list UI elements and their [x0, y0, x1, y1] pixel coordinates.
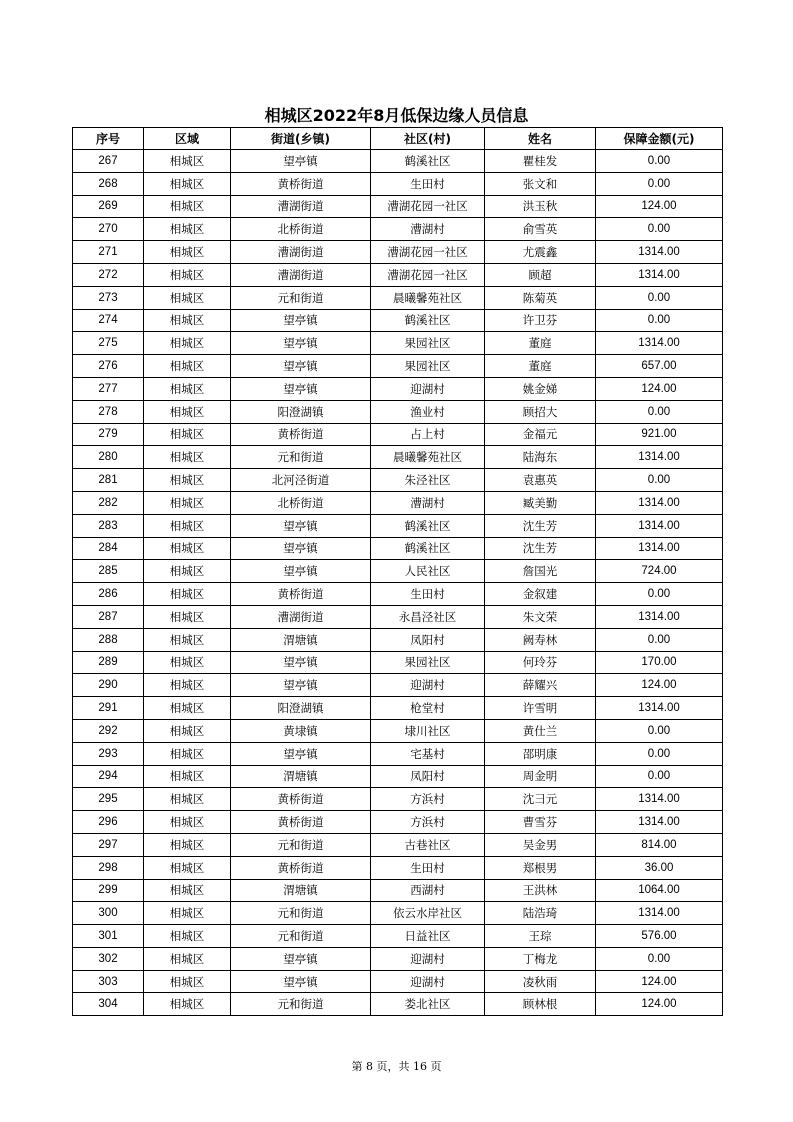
- cell-street: 望亭镇: [231, 651, 371, 674]
- cell-community: 漕湖村: [371, 491, 485, 514]
- cell-district: 相城区: [144, 856, 231, 879]
- cell-index: 276: [73, 355, 144, 378]
- table-row: [73, 218, 723, 241]
- cell-index: 298: [73, 856, 144, 879]
- table-row: [73, 856, 723, 879]
- cell-index: 282: [73, 491, 144, 514]
- cell-district: 相城区: [144, 925, 231, 948]
- header-col-index: 序号: [73, 128, 144, 150]
- cell-name: 陆海东: [485, 446, 596, 469]
- cell-community: 漕湖花园一社区: [371, 241, 485, 264]
- table-row: [73, 947, 723, 970]
- cell-name: 沈彐元: [485, 788, 596, 811]
- cell-community: 生田村: [371, 583, 485, 606]
- table-row: [73, 241, 723, 264]
- cell-amount: 0.00: [596, 218, 723, 241]
- cell-community: 宅基村: [371, 742, 485, 765]
- cell-index: 300: [73, 902, 144, 925]
- cell-district: 相城区: [144, 697, 231, 720]
- cell-street: 黄桥街道: [231, 856, 371, 879]
- cell-amount: 724.00: [596, 560, 723, 583]
- cell-district: 相城区: [144, 719, 231, 742]
- cell-district: 相城区: [144, 833, 231, 856]
- cell-index: 267: [73, 150, 144, 173]
- cell-district: 相城区: [144, 560, 231, 583]
- table-row: [73, 674, 723, 697]
- cell-district: 相城区: [144, 765, 231, 788]
- cell-amount: 0.00: [596, 742, 723, 765]
- table-row: [73, 833, 723, 856]
- cell-district: 相城区: [144, 605, 231, 628]
- cell-community: 占上村: [371, 423, 485, 446]
- cell-amount: 0.00: [596, 400, 723, 423]
- cell-street: 元和街道: [231, 925, 371, 948]
- cell-amount: 814.00: [596, 833, 723, 856]
- cell-name: 许雪明: [485, 697, 596, 720]
- cell-community: 漕湖村: [371, 218, 485, 241]
- cell-community: 迎湖村: [371, 377, 485, 400]
- cell-district: 相城区: [144, 446, 231, 469]
- cell-district: 相城区: [144, 491, 231, 514]
- cell-name: 沈生芳: [485, 514, 596, 537]
- cell-street: 望亭镇: [231, 970, 371, 993]
- cell-amount: 657.00: [596, 355, 723, 378]
- cell-street: 阳澄湖镇: [231, 697, 371, 720]
- table-row: [73, 788, 723, 811]
- cell-name: 张文和: [485, 172, 596, 195]
- cell-street: 漕湖街道: [231, 605, 371, 628]
- cell-district: 相城区: [144, 970, 231, 993]
- table-row: [73, 537, 723, 560]
- cell-community: 朱泾社区: [371, 469, 485, 492]
- cell-community: 漕湖花园一社区: [371, 195, 485, 218]
- cell-index: 302: [73, 947, 144, 970]
- cell-street: 元和街道: [231, 902, 371, 925]
- cell-amount: 1314.00: [596, 514, 723, 537]
- table-row: [73, 377, 723, 400]
- cell-street: 漕湖街道: [231, 241, 371, 264]
- cell-community: 渔业村: [371, 400, 485, 423]
- cell-amount: 0.00: [596, 150, 723, 173]
- cell-street: 望亭镇: [231, 514, 371, 537]
- table-row: [73, 628, 723, 651]
- cell-name: 曹雪芬: [485, 811, 596, 834]
- cell-index: 293: [73, 742, 144, 765]
- cell-index: 290: [73, 674, 144, 697]
- cell-name: 尤震鑫: [485, 241, 596, 264]
- cell-index: 278: [73, 400, 144, 423]
- cell-community: 晨曦馨苑社区: [371, 286, 485, 309]
- cell-name: 顾招大: [485, 400, 596, 423]
- cell-district: 相城区: [144, 537, 231, 560]
- page-footer: 第 8 页，共 16 页: [351, 1060, 442, 1073]
- header-col-street: 街道(乡镇): [231, 128, 371, 150]
- table-row: [73, 925, 723, 948]
- cell-name: 郑根男: [485, 856, 596, 879]
- cell-name: 王洪林: [485, 879, 596, 902]
- cell-community: 凤阳村: [371, 628, 485, 651]
- cell-district: 相城区: [144, 902, 231, 925]
- cell-amount: 921.00: [596, 423, 723, 446]
- cell-name: 董庭: [485, 332, 596, 355]
- cell-name: 袁惠英: [485, 469, 596, 492]
- cell-street: 望亭镇: [231, 674, 371, 697]
- cell-community: 方浜村: [371, 788, 485, 811]
- table-row: [73, 742, 723, 765]
- table-row: [73, 263, 723, 286]
- cell-amount: 1314.00: [596, 697, 723, 720]
- cell-street: 望亭镇: [231, 150, 371, 173]
- cell-amount: 1314.00: [596, 446, 723, 469]
- cell-community: 鹤溪社区: [371, 309, 485, 332]
- cell-index: 295: [73, 788, 144, 811]
- cell-district: 相城区: [144, 651, 231, 674]
- cell-amount: 1314.00: [596, 263, 723, 286]
- cell-community: 生田村: [371, 856, 485, 879]
- table-row: [73, 719, 723, 742]
- cell-amount: 170.00: [596, 651, 723, 674]
- cell-street: 漕湖街道: [231, 195, 371, 218]
- cell-district: 相城区: [144, 788, 231, 811]
- cell-name: 董庭: [485, 355, 596, 378]
- cell-community: 漕湖花园一社区: [371, 263, 485, 286]
- cell-index: 301: [73, 925, 144, 948]
- cell-street: 望亭镇: [231, 355, 371, 378]
- cell-street: 黄埭镇: [231, 719, 371, 742]
- cell-street: 北河泾街道: [231, 469, 371, 492]
- cell-community: 凤阳村: [371, 765, 485, 788]
- cell-name: 陆浩琦: [485, 902, 596, 925]
- cell-amount: 36.00: [596, 856, 723, 879]
- cell-amount: 1314.00: [596, 605, 723, 628]
- table-row: [73, 583, 723, 606]
- cell-district: 相城区: [144, 241, 231, 264]
- cell-name: 朱文荣: [485, 605, 596, 628]
- cell-street: 黄桥街道: [231, 788, 371, 811]
- cell-name: 黄仕兰: [485, 719, 596, 742]
- header-col-district: 区域: [144, 128, 231, 150]
- table-row: [73, 332, 723, 355]
- cell-amount: 1314.00: [596, 241, 723, 264]
- cell-community: 埭川社区: [371, 719, 485, 742]
- cell-community: 迎湖村: [371, 947, 485, 970]
- cell-community: 枪堂村: [371, 697, 485, 720]
- cell-street: 望亭镇: [231, 309, 371, 332]
- data-table: [72, 127, 723, 1016]
- cell-index: 297: [73, 833, 144, 856]
- cell-amount: 0.00: [596, 469, 723, 492]
- cell-community: 迎湖村: [371, 970, 485, 993]
- cell-amount: 0.00: [596, 583, 723, 606]
- cell-community: 晨曦馨苑社区: [371, 446, 485, 469]
- cell-index: 270: [73, 218, 144, 241]
- table-row: [73, 765, 723, 788]
- cell-district: 相城区: [144, 309, 231, 332]
- table-row: [73, 514, 723, 537]
- cell-community: 娄北社区: [371, 993, 485, 1016]
- table-row: [73, 286, 723, 309]
- cell-street: 黄桥街道: [231, 811, 371, 834]
- cell-community: 鹤溪社区: [371, 514, 485, 537]
- cell-street: 望亭镇: [231, 332, 371, 355]
- table-row: [73, 423, 723, 446]
- cell-index: 294: [73, 765, 144, 788]
- cell-name: 俞雪英: [485, 218, 596, 241]
- cell-amount: 1314.00: [596, 491, 723, 514]
- cell-index: 292: [73, 719, 144, 742]
- table-row: [73, 560, 723, 583]
- cell-district: 相城区: [144, 423, 231, 446]
- cell-index: 285: [73, 560, 144, 583]
- cell-amount: 0.00: [596, 765, 723, 788]
- cell-street: 渭塘镇: [231, 879, 371, 902]
- table-row: [73, 469, 723, 492]
- cell-street: 望亭镇: [231, 742, 371, 765]
- cell-name: 薛耀兴: [485, 674, 596, 697]
- cell-community: 人民社区: [371, 560, 485, 583]
- cell-street: 阳澄湖镇: [231, 400, 371, 423]
- cell-index: 284: [73, 537, 144, 560]
- cell-community: 生田村: [371, 172, 485, 195]
- cell-name: 凌秋雨: [485, 970, 596, 993]
- cell-name: 陈菊英: [485, 286, 596, 309]
- cell-name: 姚金娣: [485, 377, 596, 400]
- cell-index: 291: [73, 697, 144, 720]
- cell-community: 鹤溪社区: [371, 150, 485, 173]
- cell-district: 相城区: [144, 469, 231, 492]
- cell-name: 王琮: [485, 925, 596, 948]
- cell-street: 望亭镇: [231, 947, 371, 970]
- header-row: [73, 128, 723, 150]
- cell-index: 269: [73, 195, 144, 218]
- cell-index: 296: [73, 811, 144, 834]
- cell-amount: 0.00: [596, 309, 723, 332]
- cell-district: 相城区: [144, 993, 231, 1016]
- cell-name: 丁梅龙: [485, 947, 596, 970]
- cell-amount: 1314.00: [596, 811, 723, 834]
- cell-amount: 124.00: [596, 993, 723, 1016]
- cell-name: 周金明: [485, 765, 596, 788]
- cell-district: 相城区: [144, 947, 231, 970]
- cell-index: 288: [73, 628, 144, 651]
- cell-district: 相城区: [144, 263, 231, 286]
- cell-community: 鹤溪社区: [371, 537, 485, 560]
- cell-district: 相城区: [144, 628, 231, 651]
- cell-community: 迎湖村: [371, 674, 485, 697]
- cell-district: 相城区: [144, 400, 231, 423]
- table-row: [73, 195, 723, 218]
- cell-index: 289: [73, 651, 144, 674]
- table-row: [73, 879, 723, 902]
- cell-index: 268: [73, 172, 144, 195]
- table-row: [73, 355, 723, 378]
- cell-index: 286: [73, 583, 144, 606]
- cell-district: 相城区: [144, 514, 231, 537]
- cell-index: 275: [73, 332, 144, 355]
- cell-community: 古巷社区: [371, 833, 485, 856]
- table-row: [73, 309, 723, 332]
- cell-district: 相城区: [144, 195, 231, 218]
- cell-amount: 124.00: [596, 195, 723, 218]
- cell-district: 相城区: [144, 150, 231, 173]
- cell-district: 相城区: [144, 377, 231, 400]
- cell-index: 274: [73, 309, 144, 332]
- cell-street: 北桥街道: [231, 218, 371, 241]
- table-row: [73, 446, 723, 469]
- cell-community: 方浜村: [371, 811, 485, 834]
- cell-street: 元和街道: [231, 446, 371, 469]
- cell-community: 果园社区: [371, 651, 485, 674]
- cell-index: 303: [73, 970, 144, 993]
- cell-amount: 124.00: [596, 970, 723, 993]
- cell-street: 元和街道: [231, 833, 371, 856]
- cell-community: 日益社区: [371, 925, 485, 948]
- cell-district: 相城区: [144, 879, 231, 902]
- table-row: [73, 970, 723, 993]
- cell-index: 271: [73, 241, 144, 264]
- cell-name: 许卫芬: [485, 309, 596, 332]
- table-row: [73, 605, 723, 628]
- cell-amount: 1314.00: [596, 537, 723, 560]
- table-row: [73, 811, 723, 834]
- cell-amount: 1314.00: [596, 788, 723, 811]
- cell-index: 280: [73, 446, 144, 469]
- table-row: [73, 651, 723, 674]
- table-row: [73, 993, 723, 1016]
- cell-amount: 0.00: [596, 286, 723, 309]
- cell-district: 相城区: [144, 674, 231, 697]
- cell-index: 281: [73, 469, 144, 492]
- cell-name: 阙寿林: [485, 628, 596, 651]
- table-row: [73, 697, 723, 720]
- cell-index: 272: [73, 263, 144, 286]
- cell-index: 304: [73, 993, 144, 1016]
- cell-index: 283: [73, 514, 144, 537]
- cell-index: 273: [73, 286, 144, 309]
- cell-name: 顾林根: [485, 993, 596, 1016]
- cell-name: 何玲芬: [485, 651, 596, 674]
- cell-name: 臧美勤: [485, 491, 596, 514]
- header-col-community: 社区(村): [371, 128, 485, 150]
- cell-street: 黄桥街道: [231, 583, 371, 606]
- cell-district: 相城区: [144, 332, 231, 355]
- cell-name: 吴金男: [485, 833, 596, 856]
- cell-amount: 0.00: [596, 719, 723, 742]
- cell-district: 相城区: [144, 583, 231, 606]
- table-row: [73, 150, 723, 173]
- cell-community: 永昌泾社区: [371, 605, 485, 628]
- cell-street: 漕湖街道: [231, 263, 371, 286]
- cell-street: 元和街道: [231, 993, 371, 1016]
- cell-name: 瞿桂发: [485, 150, 596, 173]
- cell-amount: 0.00: [596, 172, 723, 195]
- header-col-name: 姓名: [485, 128, 596, 150]
- table-row: [73, 172, 723, 195]
- cell-street: 北桥街道: [231, 491, 371, 514]
- cell-index: 279: [73, 423, 144, 446]
- cell-name: 金福元: [485, 423, 596, 446]
- cell-index: 299: [73, 879, 144, 902]
- cell-district: 相城区: [144, 286, 231, 309]
- cell-amount: 576.00: [596, 925, 723, 948]
- cell-name: 邵明康: [485, 742, 596, 765]
- cell-district: 相城区: [144, 218, 231, 241]
- cell-district: 相城区: [144, 811, 231, 834]
- cell-name: 顾超: [485, 263, 596, 286]
- cell-district: 相城区: [144, 172, 231, 195]
- cell-amount: 124.00: [596, 674, 723, 697]
- cell-street: 望亭镇: [231, 377, 371, 400]
- table-row: [73, 491, 723, 514]
- cell-amount: 1314.00: [596, 332, 723, 355]
- cell-name: 金叙建: [485, 583, 596, 606]
- cell-community: 西湖村: [371, 879, 485, 902]
- cell-index: 277: [73, 377, 144, 400]
- cell-amount: 0.00: [596, 628, 723, 651]
- cell-name: 沈生芳: [485, 537, 596, 560]
- header-col-amount: 保障金额(元): [596, 128, 723, 150]
- page-title: 相城区2022年8月低保边缘人员信息: [264, 106, 529, 125]
- cell-community: 依云水岸社区: [371, 902, 485, 925]
- cell-street: 渭塘镇: [231, 765, 371, 788]
- cell-street: 渭塘镇: [231, 628, 371, 651]
- cell-amount: 124.00: [596, 377, 723, 400]
- cell-community: 果园社区: [371, 332, 485, 355]
- cell-amount: 1314.00: [596, 902, 723, 925]
- cell-street: 望亭镇: [231, 537, 371, 560]
- cell-district: 相城区: [144, 742, 231, 765]
- cell-street: 元和街道: [231, 286, 371, 309]
- cell-district: 相城区: [144, 355, 231, 378]
- table-row: [73, 400, 723, 423]
- cell-street: 黄桥街道: [231, 172, 371, 195]
- cell-amount: 0.00: [596, 947, 723, 970]
- cell-amount: 1064.00: [596, 879, 723, 902]
- cell-name: 洪玉秋: [485, 195, 596, 218]
- table-row: [73, 902, 723, 925]
- cell-street: 望亭镇: [231, 560, 371, 583]
- cell-name: 詹国光: [485, 560, 596, 583]
- cell-index: 287: [73, 605, 144, 628]
- cell-street: 黄桥街道: [231, 423, 371, 446]
- cell-community: 果园社区: [371, 355, 485, 378]
